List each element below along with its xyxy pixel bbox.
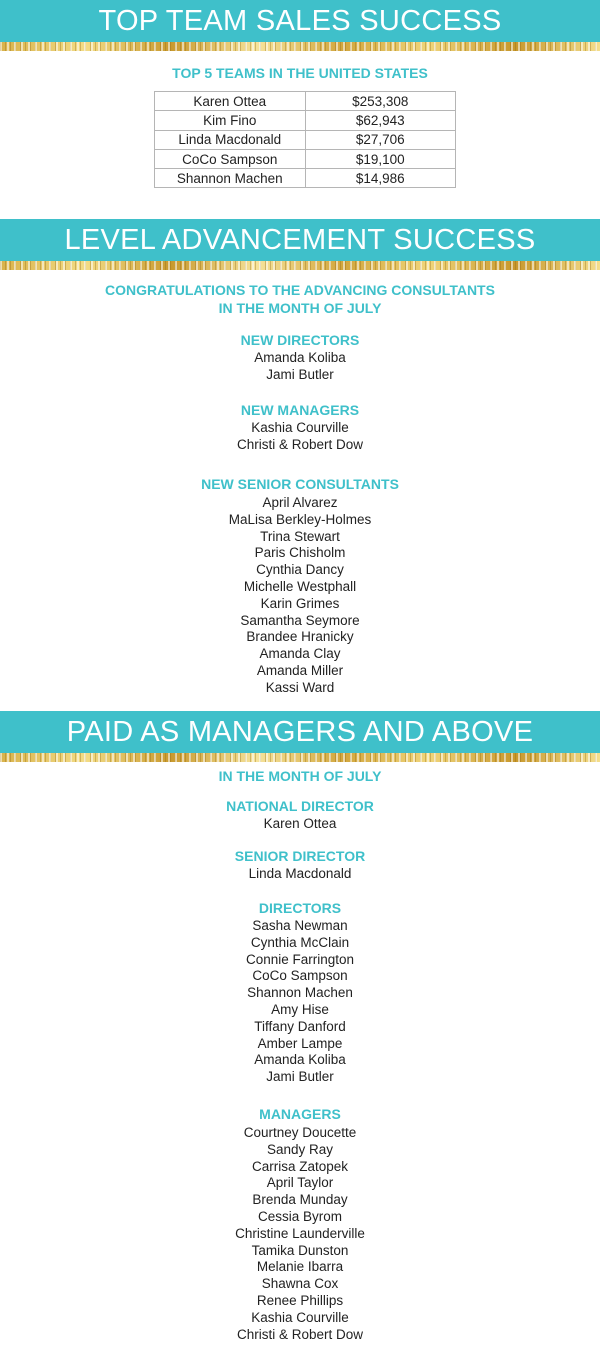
team-name-cell: Karen Ottea xyxy=(155,92,306,111)
new-directors-heading: NEW DIRECTORS xyxy=(240,332,360,348)
team-amount-cell: $62,943 xyxy=(305,111,455,130)
list-item: Amanda Miller xyxy=(256,662,344,678)
list-item: Kashia Courville xyxy=(251,1309,349,1325)
new-senior-consultants-heading: NEW SENIOR CONSULTANTS xyxy=(201,476,399,492)
list-item: April Taylor xyxy=(266,1175,334,1191)
congratulations-line-1: CONGRATULATIONS TO THE ADVANCING CONSULTANTS xyxy=(105,282,495,298)
paid-as-intro: IN THE MONTH OF JULY xyxy=(218,768,382,784)
team-row xyxy=(155,92,456,111)
list-item: Cessia Byrom xyxy=(257,1208,343,1224)
list-item: Christi & Robert Dow xyxy=(236,1326,364,1342)
list-item: Amy Hise xyxy=(271,1001,329,1017)
list-item: CoCo Sampson xyxy=(252,968,348,984)
congratulations-line-2: IN THE MONTH OF JULY xyxy=(218,300,382,316)
national-director-heading: NATIONAL DIRECTOR xyxy=(226,798,374,814)
list-item: Amanda Clay xyxy=(259,646,341,662)
list-item: Brenda Munday xyxy=(252,1192,348,1208)
team-row xyxy=(155,111,456,130)
team-row xyxy=(155,169,456,188)
list-item: Christine Launderville xyxy=(235,1225,365,1241)
team-amount-cell: $14,986 xyxy=(305,169,455,188)
list-item: Christi & Robert Dow xyxy=(236,436,364,452)
senior-director-list xyxy=(0,866,600,883)
list-item: Karin Grimes xyxy=(260,595,340,611)
list-item: Amanda Koliba xyxy=(254,1052,346,1068)
list-item: Cynthia Dancy xyxy=(256,562,344,578)
new-senior-consultants-list xyxy=(0,495,600,697)
list-item: Amanda Koliba xyxy=(254,350,346,365)
list-item: Trina Stewart xyxy=(260,528,340,544)
list-item: Brandee Hranicky xyxy=(246,629,354,645)
list-item: Samantha Seymore xyxy=(240,612,360,628)
list-item: Kassi Ward xyxy=(265,679,335,695)
team-name-cell: CoCo Sampson xyxy=(155,149,306,168)
team-row xyxy=(155,130,456,149)
new-directors-list xyxy=(0,350,600,384)
team-name-cell: Kim Fino xyxy=(155,111,306,130)
list-item: Sandy Ray xyxy=(266,1141,334,1157)
team-name-cell: Shannon Machen xyxy=(155,169,306,188)
paid-as-banner: PAID AS MANAGERS AND ABOVE xyxy=(0,711,600,753)
list-item: Connie Farrington xyxy=(245,951,355,967)
senior-director-heading: SENIOR DIRECTOR xyxy=(234,848,366,864)
managers-heading: MANAGERS xyxy=(259,1106,341,1122)
directors-list xyxy=(0,918,600,1086)
list-item: Tamika Dunston xyxy=(251,1242,349,1258)
team-name-cell: Linda Macdonald xyxy=(155,130,306,149)
list-item: Tiffany Danford xyxy=(254,1018,346,1034)
top-team-glitter-divider xyxy=(0,42,600,51)
level-advancement-banner: LEVEL ADVANCEMENT SUCCESS xyxy=(0,219,600,261)
paid-as-glitter-divider xyxy=(0,753,600,762)
list-item: Linda Macdonald xyxy=(248,866,352,881)
list-item: Shannon Machen xyxy=(247,985,353,1001)
level-advancement-glitter-divider xyxy=(0,261,600,270)
new-managers-heading: NEW MANAGERS xyxy=(240,402,360,418)
list-item: Kashia Courville xyxy=(251,420,349,435)
list-item: Jami Butler xyxy=(266,1069,334,1085)
managers-list xyxy=(0,1125,600,1343)
list-item: Shawna Cox xyxy=(261,1276,339,1292)
team-amount-cell: $253,308 xyxy=(305,92,455,111)
list-item: Jami Butler xyxy=(266,366,334,382)
list-item: April Alvarez xyxy=(262,495,338,510)
list-item: Karen Ottea xyxy=(263,816,337,831)
team-row xyxy=(155,149,456,168)
top-team-heading: TOP 5 TEAMS IN THE UNITED STATES xyxy=(172,65,428,81)
new-managers-list xyxy=(0,420,600,454)
top-team-banner: TOP TEAM SALES SUCCESS xyxy=(0,0,600,42)
list-item: Renee Phillips xyxy=(256,1292,344,1308)
list-item: Cynthia McClain xyxy=(250,934,350,950)
list-item: Sasha Newman xyxy=(252,918,348,933)
list-item: MaLisa Berkley-Holmes xyxy=(228,511,372,527)
list-item: Courtney Doucette xyxy=(243,1125,357,1140)
national-director-list xyxy=(0,816,600,833)
list-item: Carrisa Zatopek xyxy=(251,1158,349,1174)
list-item: Michelle Westphall xyxy=(243,578,357,594)
directors-heading: DIRECTORS xyxy=(258,900,342,916)
list-item: Melanie Ibarra xyxy=(256,1259,344,1275)
top-teams-table xyxy=(154,91,456,188)
list-item: Amber Lampe xyxy=(257,1035,343,1051)
team-amount-cell: $27,706 xyxy=(305,130,455,149)
team-amount-cell: $19,100 xyxy=(305,149,455,168)
list-item: Paris Chisholm xyxy=(254,545,346,561)
